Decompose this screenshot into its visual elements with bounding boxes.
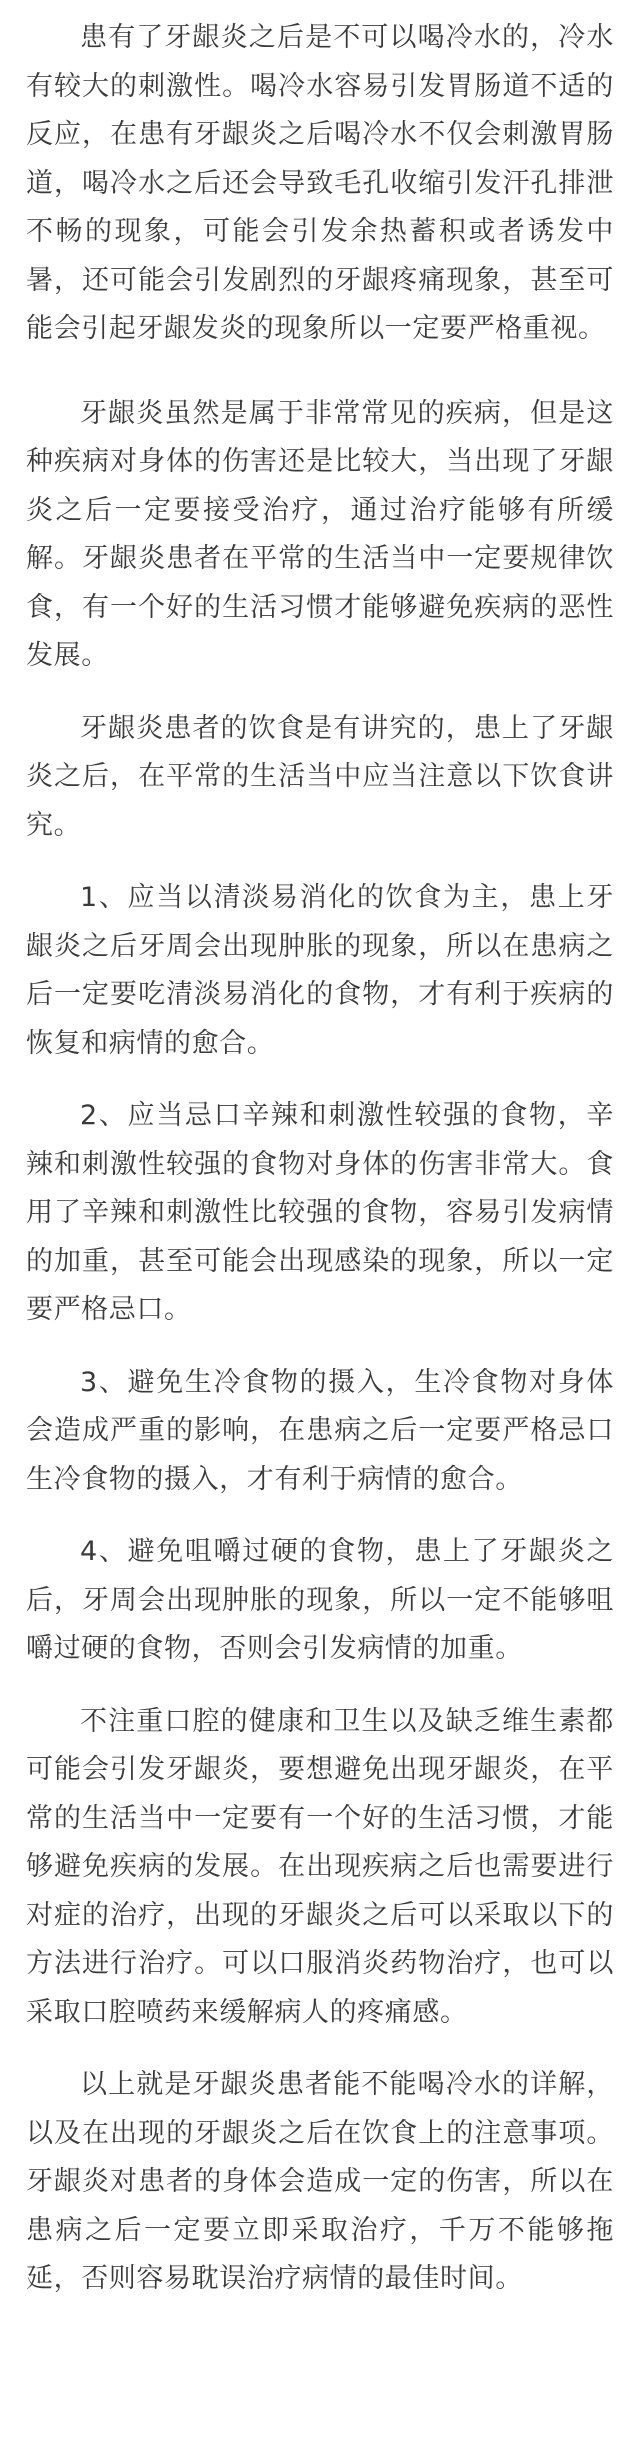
paragraph-tip-3: 3、避免生冷食物的摄入，生冷食物对身体会造成严重的影响，在患病之后一定要严格忌口生冷食物的摄入，才有利于病情的愈合。: [26, 1366, 614, 1495]
paragraph-tip-4: 4、避免咀嚼过硬的食物，患上了牙龈炎之后，牙周会出现肿胀的现象，所以一定不能够咀嚼过硬的食物，否则会引发病情的加重。: [26, 1536, 614, 1664]
paragraph-conclusion: 以上就是牙龈炎患者能不能喝冷水的详解，以及在出现的牙龈炎之后在饮食上的注意事项。牙龈炎对患者的身体会造成一定的伤害，所以在患病之后一定要立即采取治疗，千万不能够拖延，否则容易耽误治疗病情的最佳时间。: [26, 2069, 614, 2294]
paragraph-diet-intro: 牙龈炎患者的饮食是有讲究的，患上了牙龈炎之后，在平常的生活当中应当注意以下饮食讲究。: [26, 712, 614, 841]
paragraph-overview: 牙龈炎虽然是属于非常常见的疾病，但是这种疾病对身体的伤害还是比较大，当出现了牙龈炎之后一定要接受治疗，通过治疗能够有所缓解。牙龈炎患者在平常的生活当中一定要规律饮食，有一个好的生活习惯才能够避免疾病的恶性发展。: [26, 397, 614, 671]
paragraph-intro: 患有了牙龈炎之后是不可以喝冷水的，冷水有较大的刺激性。喝冷水容易引发胃肠道不适的反应，在患有牙龈炎之后喝冷水不仅会刺激胃肠道，喝冷水之后还会导致毛孔收缩引发汗孔排泄不畅的现象，可能会引发余热蓄积或者诱发中暑，还可能会引发剧烈的牙龈疼痛现象，甚至可能会引起牙龈发炎的现象所以一定要严格重视。: [26, 22, 614, 344]
paragraph-prevention: 不注重口腔的健康和卫生以及缺乏维生素都可能会引发牙龈炎，要想避免出现牙龈炎，在平常的生活当中一定要有一个好的生活习惯，才能够避免疾病的发展。在出现疾病之后也需要进行对症的治疗，出现的牙龈炎之后可以采取以下的方法进行治疗。可以口服消炎药物治疗，也可以采取口腔喷药来缓解病人的疼痛感。: [26, 1705, 614, 2028]
paragraph-tip-2: 2、应当忌口辛辣和刺激性较强的食物，辛辣和刺激性较强的食物对身体的伤害非常大。食用了辛辣和刺激性比较强的食物，容易引发病情的加重，甚至可能会出现感染的现象，所以一定要严格忌口。: [26, 1100, 614, 1325]
paragraph-tip-1: 1、应当以清淡易消化的饮食为主，患上牙龈炎之后牙周会出现肿胀的现象，所以在患病之后一定要吃清淡易消化的食物，才有利于疾病的恢复和病情的愈合。: [26, 882, 614, 1059]
